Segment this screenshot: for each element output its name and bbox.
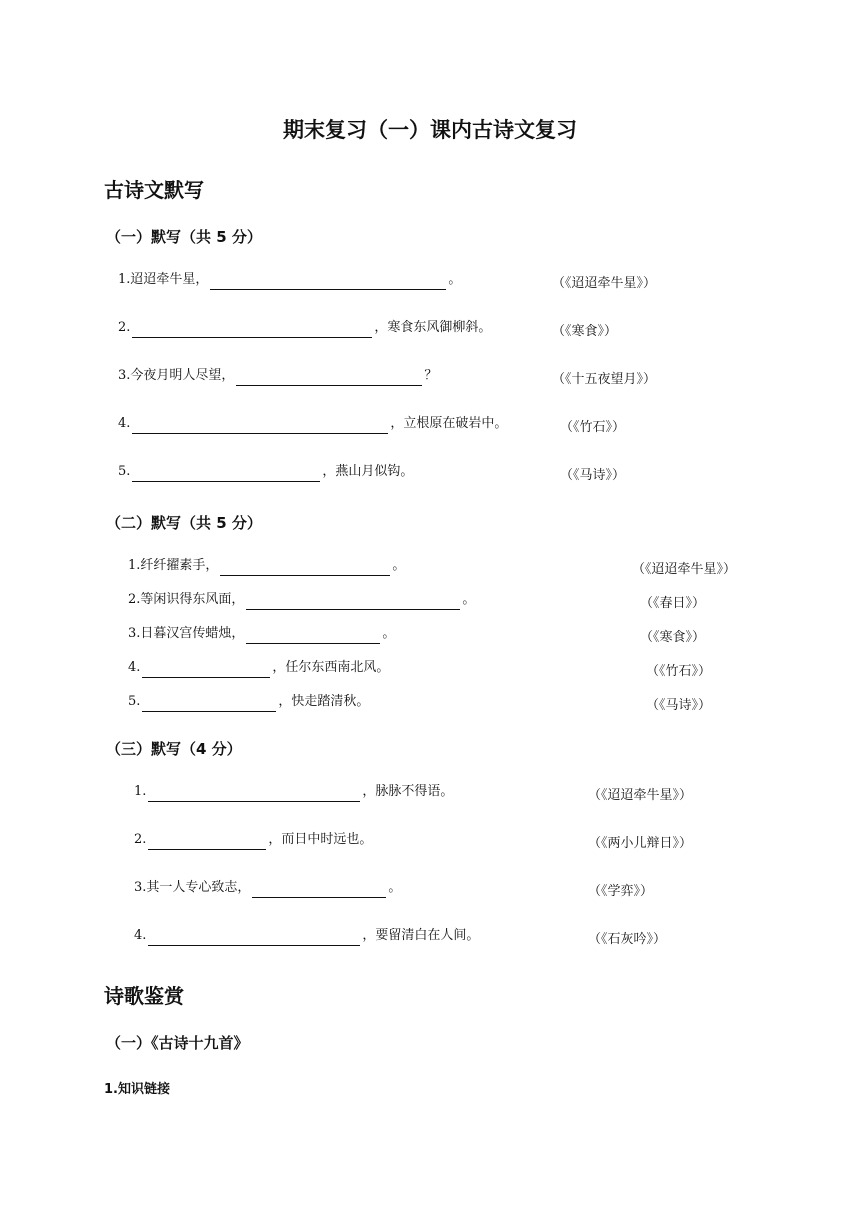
answer-blank[interactable] <box>252 883 386 898</box>
question-number: 4. <box>134 928 147 943</box>
question-suffix: ？ <box>424 368 438 383</box>
question-suffix: 。 <box>392 558 406 573</box>
answer-blank[interactable] <box>142 663 270 678</box>
answer-blank[interactable] <box>246 595 460 610</box>
question-number: 5. <box>118 464 131 479</box>
poem-source: （《竹石》） <box>560 420 626 435</box>
question-row <box>134 830 372 850</box>
question-number: 1. <box>118 272 131 287</box>
question-suffix: ，寒食东风御柳斜。 <box>374 320 492 335</box>
page-title: 期末复习（一）课内古诗文复习 <box>283 118 577 142</box>
question-number: 1. <box>128 558 141 573</box>
question-suffix: ，要留清白在人间。 <box>362 928 480 943</box>
question-number: 3. <box>118 368 131 383</box>
question-row <box>128 658 389 678</box>
answer-blank[interactable] <box>220 561 390 576</box>
question-number: 2. <box>134 832 147 847</box>
poem-source: （《寒食》） <box>640 630 706 645</box>
question-row <box>134 782 453 802</box>
question-row <box>134 878 401 898</box>
question-number: 3. <box>128 626 141 641</box>
question-number: 2. <box>128 592 141 607</box>
answer-blank[interactable] <box>148 931 360 946</box>
answer-blank[interactable] <box>148 787 360 802</box>
poem-source: （《马诗》） <box>646 698 712 713</box>
question-suffix: 。 <box>382 626 396 641</box>
question-row <box>118 462 413 482</box>
poem-source: （《竹石》） <box>646 664 712 679</box>
subheading-knowledge-link: 1.知识链接 <box>104 1082 170 1097</box>
question-suffix: 。 <box>448 272 462 287</box>
part-heading-nineteen-poems: （一）《古诗十九首》 <box>106 1034 249 1052</box>
answer-blank[interactable] <box>246 629 380 644</box>
question-row <box>128 692 369 712</box>
question-row <box>128 590 475 610</box>
question-row <box>128 556 405 576</box>
question-prefix: 今夜月明人尽望， <box>130 368 235 383</box>
question-number: 3. <box>134 880 147 895</box>
question-prefix: 等闲识得东风面， <box>140 592 245 607</box>
question-number: 5. <box>128 694 141 709</box>
answer-blank[interactable] <box>132 419 388 434</box>
question-suffix: ，任尔东西南北风。 <box>272 660 390 675</box>
question-prefix: 其一人专心致志， <box>146 880 251 895</box>
poem-source: （《十五夜望月》） <box>552 372 657 387</box>
poem-source: （《迢迢牵牛星》） <box>588 788 693 803</box>
poem-source: （《马诗》） <box>560 468 626 483</box>
poem-source: （《石灰吟》） <box>588 932 667 947</box>
question-number: 4. <box>118 416 131 431</box>
question-suffix: ，立根原在破岩中。 <box>390 416 508 431</box>
answer-blank[interactable] <box>132 467 320 482</box>
section-heading-appreciation: 诗歌鉴赏 <box>104 984 184 1008</box>
poem-source: （《学弈》） <box>588 884 654 899</box>
question-prefix: 纤纤擢素手， <box>140 558 219 573</box>
question-suffix: ，快走踏清秋。 <box>278 694 370 709</box>
poem-source: （《两小儿辩日》） <box>588 836 693 851</box>
poem-source: （《春日》） <box>640 596 706 611</box>
answer-blank[interactable] <box>236 371 422 386</box>
poem-source: （《寒食》） <box>552 324 618 339</box>
part2-heading: （二）默写（共 5 分） <box>106 514 262 532</box>
answer-blank[interactable] <box>132 323 372 338</box>
question-suffix: 。 <box>462 592 476 607</box>
part3-heading: （三）默写（4 分） <box>106 740 242 758</box>
question-row <box>128 624 395 644</box>
question-number: 4. <box>128 660 141 675</box>
question-row <box>118 270 461 290</box>
question-row <box>118 318 491 338</box>
question-row <box>118 414 507 434</box>
question-prefix: 日暮汉宫传蜡烛， <box>140 626 245 641</box>
question-suffix: ，而日中时远也。 <box>268 832 373 847</box>
poem-source: （《迢迢牵牛星》） <box>632 562 737 577</box>
question-suffix: ，脉脉不得语。 <box>362 784 454 799</box>
question-prefix: 迢迢牵牛星， <box>130 272 209 287</box>
question-number: 2. <box>118 320 131 335</box>
section-heading-dictation: 古诗文默写 <box>104 178 204 202</box>
answer-blank[interactable] <box>148 835 266 850</box>
question-row <box>134 926 479 946</box>
question-number: 1. <box>134 784 147 799</box>
question-row <box>118 366 437 386</box>
part1-heading: （一）默写（共 5 分） <box>106 228 262 246</box>
question-suffix: 。 <box>388 880 402 895</box>
poem-source: （《迢迢牵牛星》） <box>552 276 657 291</box>
question-suffix: ，燕山月似钩。 <box>322 464 414 479</box>
answer-blank[interactable] <box>210 275 446 290</box>
answer-blank[interactable] <box>142 697 276 712</box>
